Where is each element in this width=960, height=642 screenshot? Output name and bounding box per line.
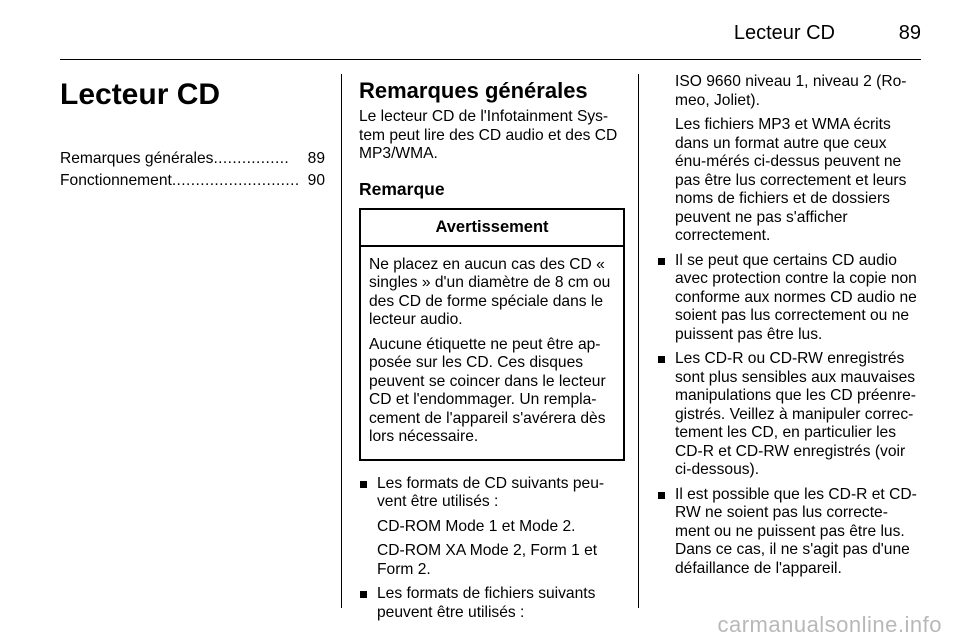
toc-entry-page: 89 xyxy=(307,150,325,167)
chapter-title: Lecteur CD xyxy=(60,78,221,111)
bullet-subitem: CD-ROM XA Mode 2, Form 1 et Form 2. xyxy=(377,542,598,578)
bullet-item xyxy=(359,585,625,622)
warning-title: Avertissement xyxy=(361,210,623,247)
bullet-square-icon xyxy=(658,492,665,499)
continued-paragraph: ISO 9660 niveau 1, niveau 2 (Ro-meo, Joliet). xyxy=(675,73,907,109)
bullet-square-icon xyxy=(658,258,665,265)
bullet-subitem: CD-ROM Mode 1 et Mode 2. xyxy=(377,517,576,535)
bullet-item xyxy=(657,350,922,480)
toc-leader: ........................... xyxy=(171,171,300,189)
intro-paragraph: Le lecteur CD de l'Infotainment Sys-tem peut lire des CD audio et des CD MP3/WMA. xyxy=(359,108,618,162)
column-divider xyxy=(341,74,342,608)
section-title: Remarques générales xyxy=(359,78,588,103)
toc-leader: ................ xyxy=(213,150,290,167)
bullet-square-icon xyxy=(360,591,367,598)
page-header xyxy=(60,0,921,58)
bullet-text: Les formats de CD suivants peu-vent être utilisés : xyxy=(377,474,605,510)
warning-paragraph: Ne placez en aucun cas des CD « singles » d'un diamètre de 8 cm ou des CD de forme spéciale dans le lecteur audio. xyxy=(369,255,611,328)
bullet-text: Il est possible que les CD-R et CD-RW ne soient pas lus correcte-ment ou ne puissent pas être lus. Dans ce cas, il ne s'agit pas d'une défaillance de l'appareil. xyxy=(675,485,917,577)
bullet-item xyxy=(657,252,922,345)
bullet-square-icon xyxy=(658,356,665,363)
column-main xyxy=(359,78,625,628)
toc-entry-label: Fonctionnement xyxy=(60,171,172,189)
column-divider xyxy=(638,74,639,608)
toc-entry[interactable] xyxy=(60,150,325,169)
bullet-item xyxy=(359,475,625,512)
bullet-item xyxy=(657,486,922,579)
remark-heading: Remarque xyxy=(359,178,445,199)
toc-entry-label: Remarques générales xyxy=(60,150,214,167)
column-right xyxy=(657,73,922,584)
header-title: Lecteur CD xyxy=(733,22,835,44)
toc-entry-page: 90 xyxy=(307,171,325,189)
bullet-text: Les CD-R ou CD-RW enregistrés sont plus sensibles aux mauvaises manipulations que les CD préenre-gistrés. Veillez à manipuler correc-tement les CD, en particulier les CD-R et CD-RW enregistrés (voir ci-dessous). xyxy=(675,350,916,478)
bullet-square-icon xyxy=(360,481,367,488)
warning-box xyxy=(359,208,625,461)
warning-paragraph: Aucune étiquette ne peut être ap-posée sur les CD. Ces disques peuvent se coincer dans le lecteur CD et l'endommager. Un rempla-cement de l'appareil s'avérera dès lors nécessaire. xyxy=(369,335,606,445)
header-rule xyxy=(60,59,921,60)
toc-entry[interactable] xyxy=(60,172,325,191)
bullet-text: Il se peut que certains CD audio avec protection contre la copie non conforme aux normes CD audio ne soient pas lus correctement ou ne puissent pas être lus. xyxy=(675,251,917,343)
column-toc xyxy=(60,78,325,193)
watermark: carmanualsonline.info xyxy=(717,612,942,637)
bullet-text: Les formats de fichiers suivants peuvent être utilisés : xyxy=(377,585,596,621)
continued-paragraph: Les fichiers MP3 et WMA écrits dans un format autre que ceux énu-mérés ci-dessus peuvent ne pas être lus correctement et leurs noms de fichiers et de dossiers peuvent ne pas s'afficher correctement. xyxy=(675,116,907,244)
page-number: 89 xyxy=(898,22,921,44)
